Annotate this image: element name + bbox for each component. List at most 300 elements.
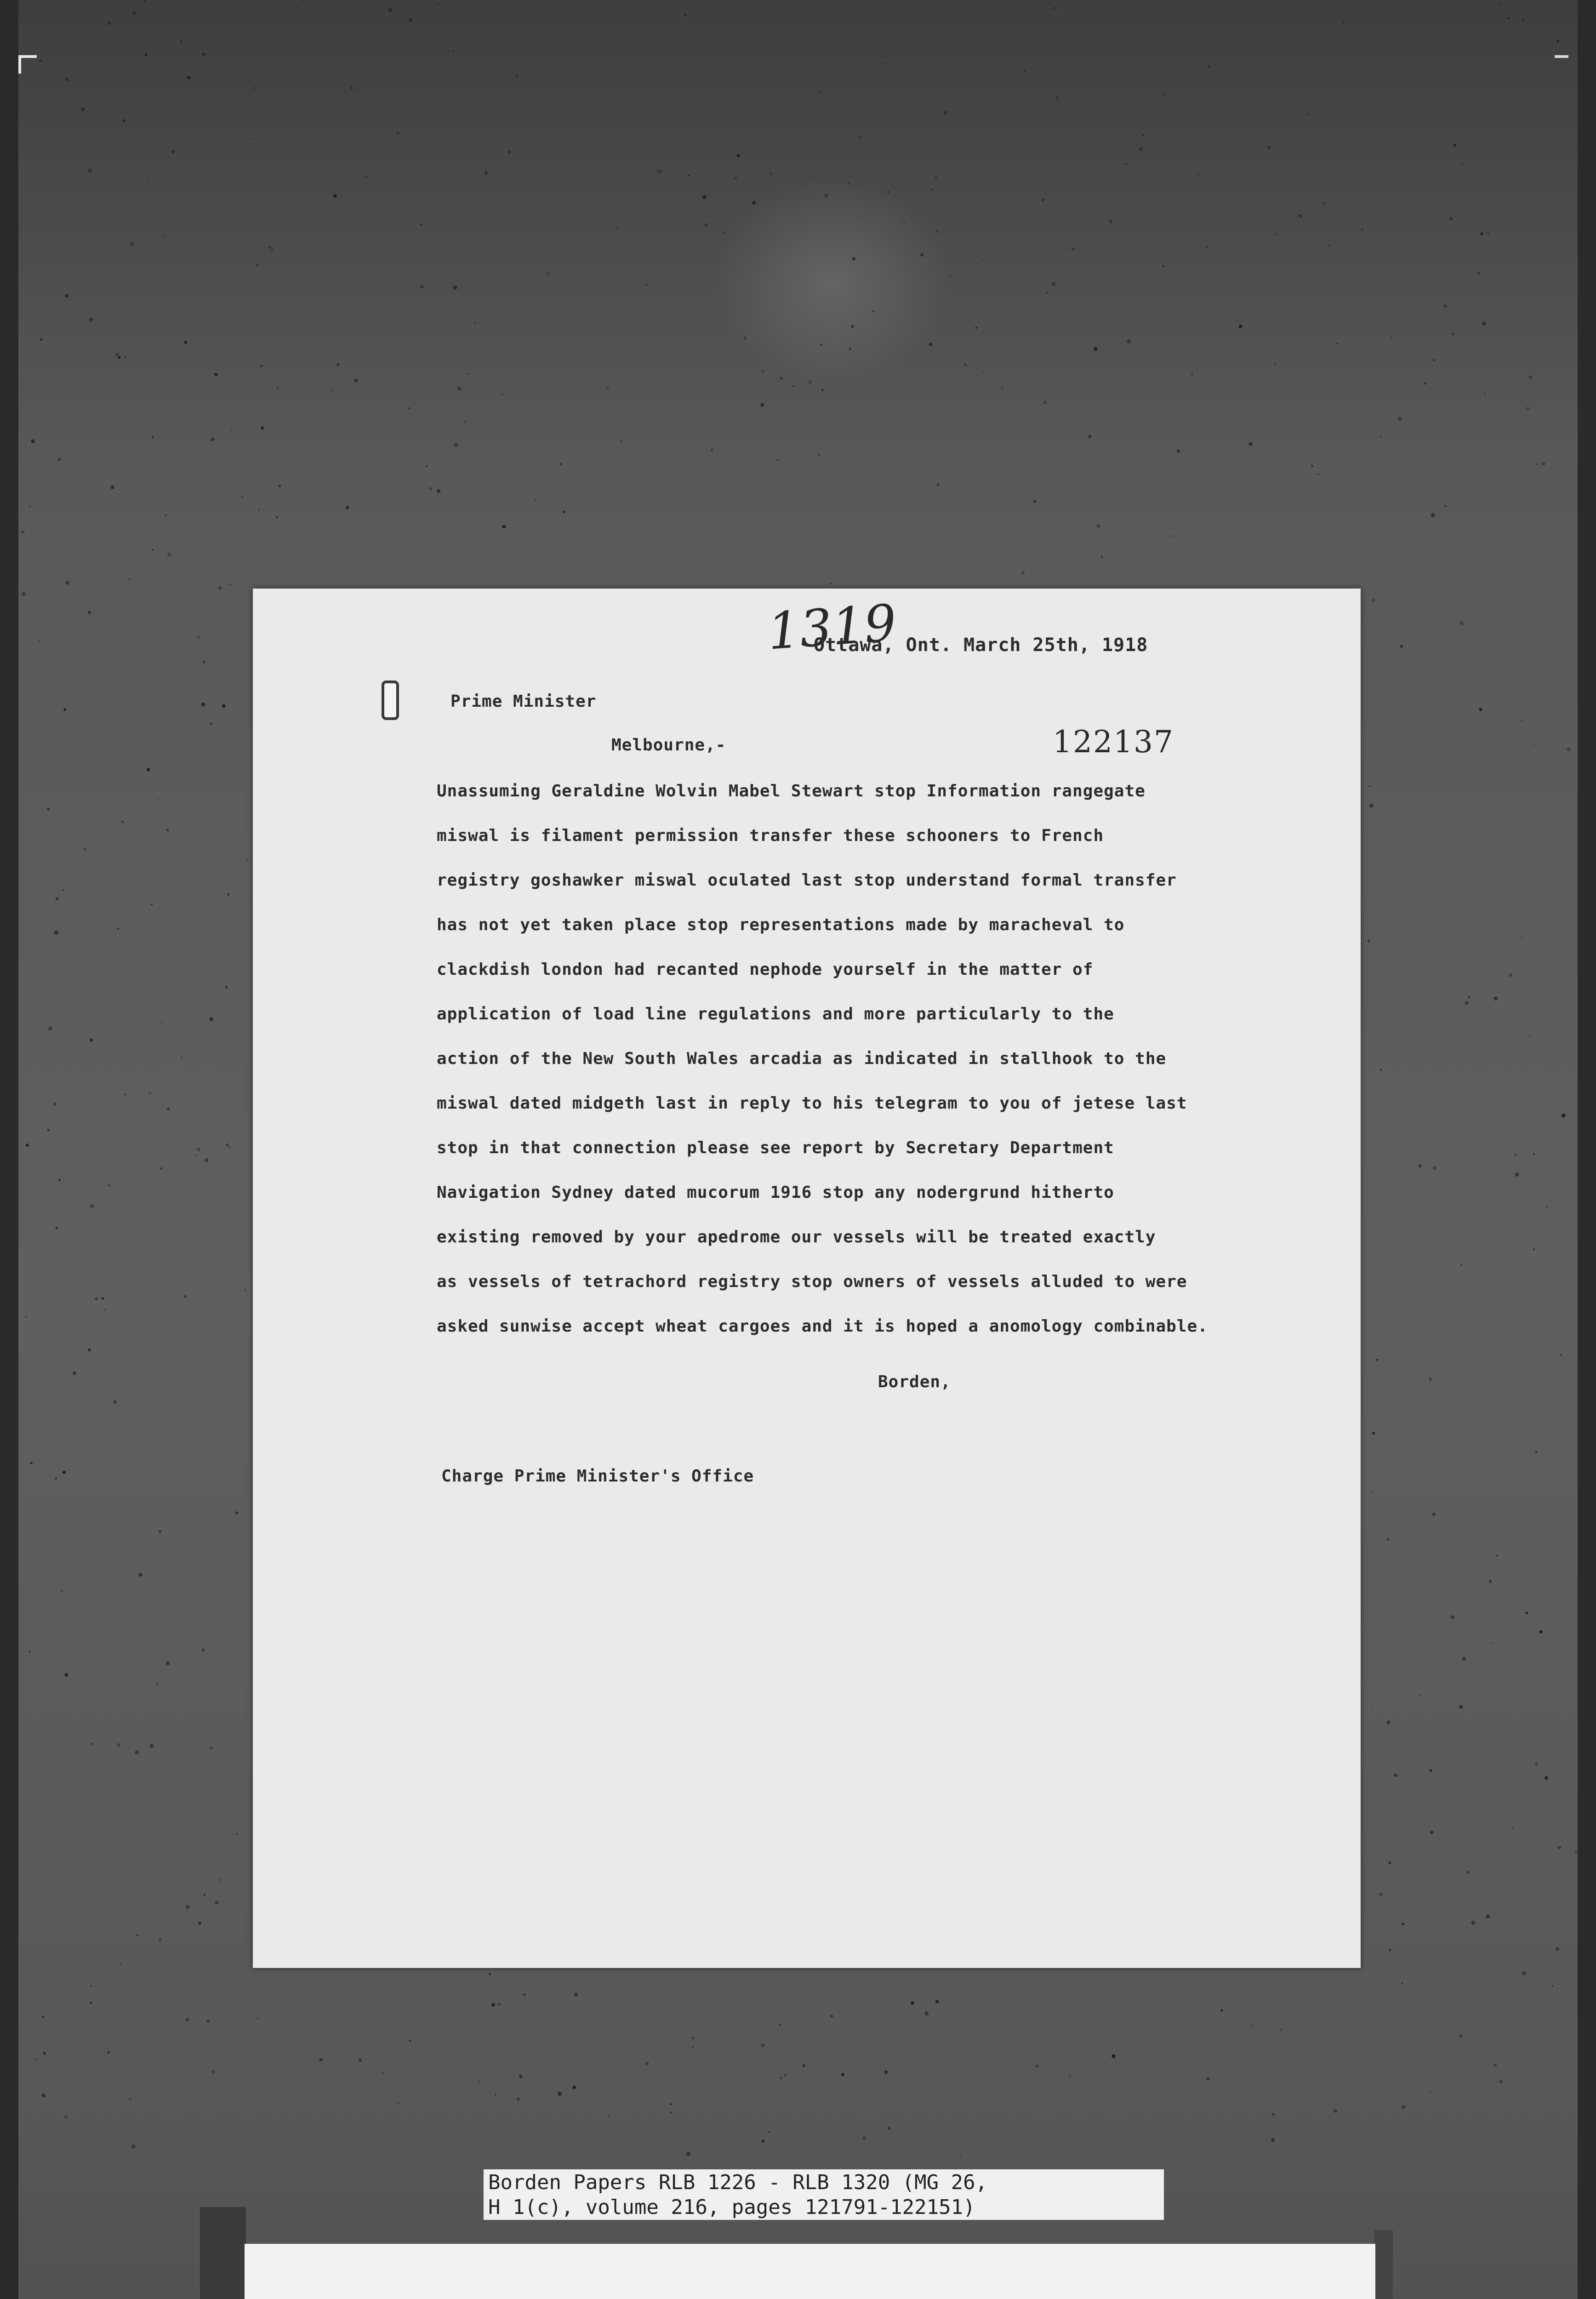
film-speck: [186, 1905, 189, 1909]
film-speck: [197, 1148, 200, 1151]
film-speck: [1308, 113, 1310, 115]
film-speck: [1271, 2138, 1275, 2142]
film-speck: [63, 1471, 66, 1474]
telegram-body-line: as vessels of tetrachord registry stop owners of vessels alluded to were: [437, 1272, 1187, 1291]
film-speck: [1088, 435, 1092, 439]
telegram-body-line: existing removed by your apedrome our vessels will be treated exactly: [437, 1228, 1156, 1247]
telegram-body-line: action of the New South Wales arcadia as indicated in stallhook to the: [437, 1049, 1167, 1068]
film-speck: [210, 1746, 213, 1750]
film-speck: [1424, 382, 1427, 385]
film-speck: [1484, 393, 1486, 395]
film-speck: [1482, 322, 1486, 326]
film-speck: [1486, 1915, 1490, 1919]
film-speck: [1372, 598, 1375, 602]
film-speck: [646, 284, 649, 286]
film-speck: [491, 2003, 495, 2007]
film-speck: [935, 2000, 939, 2003]
film-speck: [218, 1879, 220, 1881]
film-speck: [533, 71, 534, 73]
film-speck: [852, 257, 856, 261]
film-speck: [388, 8, 393, 12]
film-speck: [336, 363, 340, 366]
film-speck: [779, 2024, 781, 2026]
film-speck: [645, 2062, 649, 2065]
film-speck: [205, 1158, 209, 1162]
film-speck: [197, 636, 200, 639]
film-speck: [502, 525, 506, 529]
film-speck: [692, 2037, 694, 2039]
film-speck: [1460, 621, 1464, 625]
film-speck: [1043, 401, 1047, 404]
film-speck: [920, 253, 923, 257]
film-speck: [117, 928, 119, 930]
film-speck: [1163, 93, 1166, 96]
film-speck: [184, 1295, 187, 1298]
film-speck: [1400, 645, 1403, 648]
film-speck: [616, 227, 618, 229]
telegram-body-line: asked sunwise accept wheat cargoes and it is hoped a anomology combinable.: [437, 1317, 1208, 1336]
film-speck: [157, 799, 159, 801]
film-speck: [1274, 363, 1276, 365]
film-speck: [31, 440, 35, 443]
film-speck: [1551, 1985, 1553, 1987]
film-speck: [42, 2015, 44, 2018]
film-speck: [929, 343, 932, 346]
film-speck: [572, 2086, 576, 2089]
film-speck: [108, 1184, 110, 1186]
film-speck: [1272, 2113, 1275, 2116]
film-speck: [1220, 2009, 1223, 2012]
film-speck: [104, 1309, 106, 1310]
film-speck: [65, 77, 69, 81]
film-speck: [211, 2070, 215, 2073]
film-speck: [1336, 343, 1338, 344]
film-speck: [121, 820, 124, 823]
film-speck: [420, 223, 422, 226]
telegram-body-line: miswal is filament permission transfer these schooners to French: [437, 826, 1104, 845]
film-speck: [983, 259, 985, 261]
film-speck: [809, 381, 812, 384]
film-speck: [125, 1094, 126, 1096]
film-speck: [159, 1530, 161, 1533]
film-speck: [684, 14, 687, 17]
film-speck: [1390, 337, 1392, 338]
film-speck: [1042, 199, 1044, 201]
film-speck: [111, 486, 114, 489]
film-speck: [256, 2017, 259, 2019]
film-speck: [1533, 745, 1535, 747]
film-speck: [22, 592, 26, 596]
film-speck: [1311, 465, 1313, 467]
film-speck: [1522, 19, 1525, 22]
film-speck: [784, 2074, 787, 2076]
film-speck: [507, 150, 511, 154]
film-speck: [963, 363, 967, 367]
film-speck: [1121, 2041, 1123, 2042]
film-speck: [1125, 163, 1127, 165]
film-speck: [950, 275, 951, 276]
film-speck: [558, 2092, 562, 2096]
film-speck: [1545, 1776, 1548, 1780]
film-speck: [151, 904, 153, 905]
film-speck: [1328, 245, 1330, 246]
film-speck: [1558, 1846, 1561, 1849]
film-speck: [117, 1744, 120, 1747]
film-speck: [235, 1511, 239, 1515]
film-speck: [118, 356, 121, 359]
film-speck: [1127, 339, 1131, 343]
film-speck: [1429, 1378, 1432, 1381]
film-speck: [214, 373, 217, 376]
film-speck: [711, 449, 713, 452]
film-speck: [1387, 1538, 1389, 1540]
film-speck: [253, 138, 255, 140]
card-shadow-right: [1374, 2230, 1393, 2299]
film-speck: [90, 1039, 93, 1042]
film-speck: [437, 489, 441, 493]
film-speck: [1521, 937, 1522, 939]
film-speck: [841, 2073, 844, 2076]
film-speck: [58, 1179, 61, 1181]
film-speck: [686, 2152, 690, 2156]
film-speck: [40, 338, 42, 341]
film-speck: [1054, 6, 1056, 9]
film-speck: [129, 2098, 131, 2100]
film-speck: [1477, 272, 1480, 275]
film-speck: [35, 2059, 37, 2060]
film-speck: [40, 60, 41, 62]
film-speck: [54, 931, 58, 935]
film-speck: [207, 2020, 210, 2023]
film-speck: [222, 704, 226, 708]
film-speck: [166, 1661, 170, 1665]
telegram-body-line: miswal dated midgeth last in reply to his telegram to you of jetese last: [437, 1094, 1187, 1113]
film-speck: [621, 440, 622, 442]
film-speck: [1430, 2091, 1431, 2092]
film-speck: [815, 198, 817, 200]
film-speck: [1432, 359, 1435, 362]
film-speck: [467, 373, 468, 375]
film-speck: [108, 2051, 110, 2053]
film-speck: [1499, 2080, 1502, 2083]
film-speck: [780, 2077, 782, 2080]
telegram-document: [253, 589, 1361, 1968]
film-speck: [199, 1922, 201, 1925]
film-speck: [607, 387, 609, 389]
film-speck: [1533, 1249, 1535, 1250]
film-speck: [830, 583, 832, 585]
film-speck: [770, 173, 772, 175]
film-speck: [256, 264, 258, 266]
film-speck: [1249, 442, 1253, 446]
dateline: Ottawa, Ont. March 25th, 1918: [814, 635, 1148, 656]
film-speck: [1033, 500, 1036, 503]
film-speck: [688, 175, 690, 177]
film-speck: [1177, 450, 1180, 453]
film-speck: [657, 170, 661, 174]
film-speck: [983, 372, 985, 373]
film-speck: [1388, 1861, 1391, 1864]
film-speck: [1498, 4, 1500, 6]
film-speck: [1001, 387, 1003, 389]
film-speck: [333, 194, 337, 198]
film-speck: [559, 463, 563, 466]
film-speck: [1402, 1923, 1404, 1925]
film-speck: [228, 1147, 230, 1149]
film-speck: [452, 50, 455, 52]
film-speck: [202, 53, 205, 56]
film-speck: [160, 1167, 162, 1170]
film-speck: [149, 1092, 151, 1094]
film-speck: [64, 1673, 68, 1676]
film-speck: [1419, 1694, 1421, 1696]
film-speck: [702, 195, 707, 199]
film-speck: [762, 370, 764, 372]
film-speck: [1372, 1432, 1375, 1435]
film-speck: [1562, 1114, 1566, 1118]
film-speck: [409, 18, 412, 22]
film-speck: [1479, 708, 1482, 711]
film-speck: [769, 2131, 770, 2133]
film-speck: [887, 191, 889, 193]
film-speck: [55, 1477, 57, 1480]
film-speck: [279, 485, 281, 487]
film-speck: [1379, 1893, 1383, 1896]
film-speck: [1101, 556, 1103, 558]
film-speck: [1536, 463, 1538, 465]
film-speck: [670, 2112, 672, 2114]
film-speck: [1509, 973, 1512, 977]
film-speck: [25, 1316, 27, 1318]
film-speck: [21, 531, 24, 534]
card-shadow-left: [200, 2207, 246, 2299]
film-speck: [1343, 21, 1345, 23]
film-speck: [735, 177, 737, 179]
film-speck: [144, 53, 147, 56]
film-speck: [102, 1297, 104, 1299]
film-speck: [167, 553, 171, 556]
film-speck: [201, 703, 205, 707]
film-speck: [1522, 1971, 1526, 1975]
film-speck: [350, 86, 353, 89]
film-speck: [975, 327, 977, 329]
film-speck: [167, 1108, 170, 1110]
film-speck: [535, 499, 536, 501]
film-speck: [1529, 1035, 1531, 1037]
film-speck: [1206, 2077, 1209, 2081]
film-speck: [1508, 17, 1510, 19]
film-speck: [1097, 524, 1100, 527]
film-speck: [180, 40, 182, 42]
film-speck: [792, 385, 794, 387]
film-speck: [1112, 2054, 1115, 2058]
film-speck: [43, 2052, 46, 2055]
film-speck: [164, 236, 165, 237]
catalog-label: [484, 2169, 1164, 2220]
film-speck: [1376, 1359, 1378, 1361]
film-speck: [56, 897, 58, 900]
film-speck: [203, 1894, 205, 1896]
film-speck: [229, 583, 232, 586]
film-speck: [1380, 436, 1381, 437]
film-speck: [1361, 229, 1363, 230]
film-speck: [1380, 1069, 1382, 1071]
film-speck: [498, 172, 499, 173]
film-speck: [1432, 1512, 1436, 1516]
film-speck: [89, 318, 93, 321]
film-speck: [241, 496, 244, 498]
film-speck: [120, 1964, 121, 1966]
film-speck: [743, 337, 747, 340]
film-speck: [1071, 247, 1074, 251]
film-speck: [58, 458, 61, 461]
addressee: Prime Minister: [450, 692, 597, 711]
film-speck: [225, 986, 228, 989]
film-speck: [88, 169, 92, 173]
film-speck: [156, 1682, 158, 1685]
film-speck: [863, 63, 865, 65]
film-speck: [457, 387, 461, 390]
film-speck: [1317, 473, 1319, 475]
film-speck: [1542, 462, 1545, 466]
film-speck: [1208, 65, 1210, 68]
film-speck: [474, 322, 476, 324]
film-speck: [608, 2116, 610, 2117]
film-speck: [1170, 535, 1171, 537]
film-speck: [563, 511, 565, 513]
film-speck: [56, 1227, 58, 1229]
film-speck: [1521, 720, 1523, 722]
film-speck: [884, 2070, 888, 2074]
film-speck: [90, 1984, 92, 1987]
film-speck: [670, 2103, 672, 2105]
film-speck: [137, 1934, 139, 1936]
film-speck: [1454, 144, 1456, 147]
film-speck: [478, 2081, 480, 2083]
film-speck: [88, 611, 91, 614]
film-speck: [519, 2075, 523, 2078]
telegram-body-line: registry goshawker miswal oculated last stop understand formal transfer: [437, 871, 1177, 890]
film-speck: [359, 2059, 362, 2062]
charge-line: Charge Prime Minister's Office: [441, 1467, 754, 1486]
film-speck: [1334, 2109, 1337, 2113]
film-speck: [1527, 407, 1529, 410]
film-speck: [761, 2044, 765, 2047]
film-speck: [1418, 1164, 1422, 1168]
film-speck: [1035, 2065, 1038, 2068]
film-speck: [489, 1973, 491, 1975]
film-speck: [1459, 2035, 1462, 2037]
film-speck: [203, 661, 205, 663]
telegram-body-line: clackdish london had recanted nephode yourself in the matter of: [437, 960, 1094, 979]
film-speck: [849, 182, 850, 184]
telegram-body-line: has not yet taken place stop representations made by maracheval to: [437, 915, 1125, 934]
film-speck: [150, 1744, 154, 1748]
film-speck: [319, 2058, 323, 2061]
film-speck: [1444, 304, 1447, 308]
film-speck: [1433, 1166, 1436, 1170]
film-speck: [1280, 2029, 1282, 2031]
film-speck: [1239, 325, 1243, 328]
film-speck: [210, 1018, 213, 1021]
film-speck: [227, 893, 229, 896]
film-speck: [523, 1993, 525, 1996]
film-speck: [65, 581, 69, 584]
film-speck: [574, 1993, 578, 1996]
film-speck: [849, 348, 851, 350]
film-speck: [88, 1349, 91, 1351]
film-speck: [271, 249, 273, 251]
film-speck: [125, 356, 126, 358]
film-speck: [930, 189, 933, 191]
film-speck: [1094, 347, 1098, 351]
film-speck: [1069, 2075, 1071, 2076]
telegram-body-line: Navigation Sydney dated mucorum 1916 stop any nodergrund hitherto: [437, 1183, 1114, 1202]
film-speck: [1372, 1709, 1373, 1710]
film-speck: [128, 578, 130, 580]
film-speck: [161, 1021, 163, 1023]
film-speck: [181, 1057, 182, 1058]
film-speck: [780, 377, 783, 380]
film-speck: [429, 487, 432, 491]
film-speck: [186, 2018, 189, 2022]
film-speck: [63, 889, 64, 891]
film-speck: [824, 194, 828, 198]
film-speck: [692, 2046, 694, 2048]
film-speck: [53, 1103, 57, 1106]
film-speck: [1275, 234, 1276, 235]
film-speck: [821, 344, 822, 346]
film-speck: [382, 2072, 383, 2074]
film-speck: [202, 1648, 205, 1652]
film-speck: [1024, 71, 1026, 73]
film-speck: [90, 2002, 92, 2004]
film-speck: [752, 201, 756, 205]
film-speck: [152, 436, 154, 438]
film-speck: [346, 506, 349, 509]
film-speck: [1480, 232, 1483, 235]
film-speck: [1493, 2064, 1497, 2067]
file-number: 1319: [765, 593, 899, 661]
film-speck: [1511, 1827, 1513, 1829]
film-speck: [802, 2064, 805, 2067]
film-speck: [859, 136, 862, 139]
film-speck: [184, 341, 187, 344]
film-speck: [231, 429, 232, 430]
film-speck: [268, 246, 272, 249]
film-speck: [1452, 333, 1454, 335]
film-speck: [1468, 996, 1471, 999]
film-speck: [1574, 1851, 1577, 1853]
film-speck: [888, 2127, 890, 2129]
film-speck: [398, 2102, 399, 2104]
film-speck: [1471, 1921, 1476, 1925]
film-speck: [331, 389, 332, 391]
film-speck: [1515, 1172, 1519, 1177]
film-speck: [724, 232, 725, 234]
film-speck: [1197, 173, 1199, 175]
film-speck: [1368, 940, 1370, 943]
film-speck: [135, 1750, 139, 1755]
film-speck: [484, 172, 488, 175]
film-speck: [704, 223, 708, 227]
film-speck: [1465, 1001, 1469, 1005]
film-speck: [147, 177, 148, 179]
film-speck: [65, 294, 68, 297]
film-speck: [171, 150, 175, 154]
film-speck: [211, 437, 215, 441]
film-speck: [1398, 417, 1402, 421]
